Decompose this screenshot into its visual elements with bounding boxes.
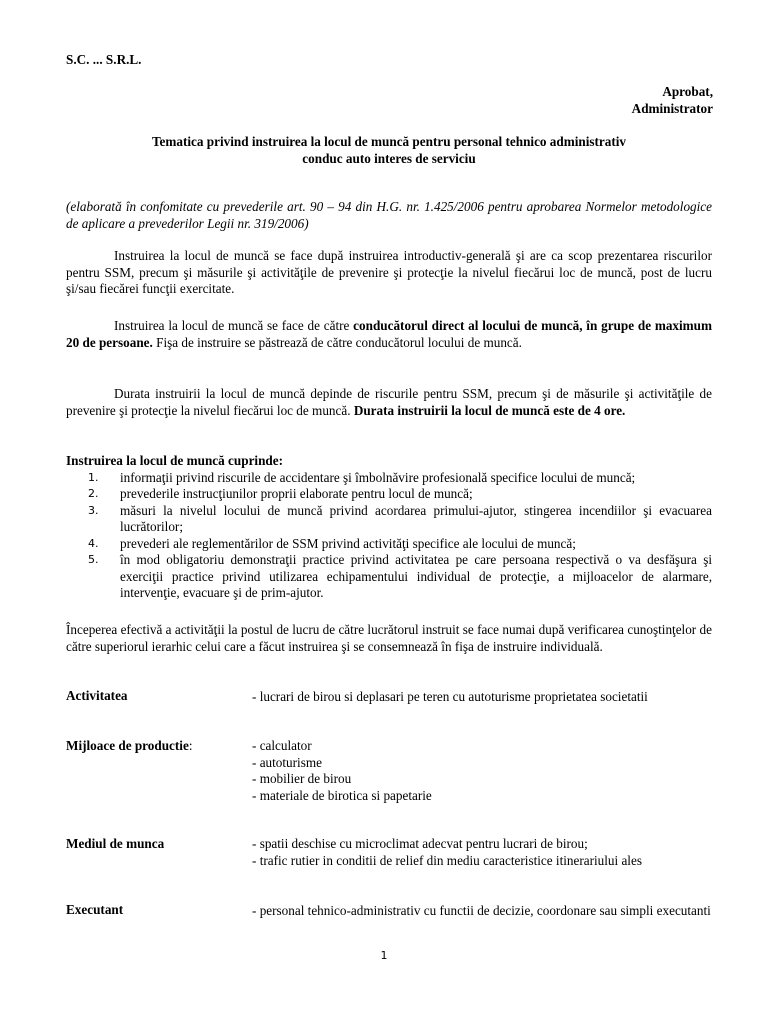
paragraph-who-trains-bold: conducătorul direct al locului de muncă, în grupe de maximum 20 de persoane. [66, 318, 712, 350]
list-item-number: 5. [88, 553, 99, 566]
list-item-number: 2. [88, 487, 99, 500]
list-item-number: 1. [88, 470, 99, 484]
section-executant [66, 902, 712, 920]
content-list [66, 470, 712, 602]
section-environment-line: - spatii deschise cu microclimat adecvat pentru lucrari de birou; [252, 836, 588, 851]
list-item [66, 470, 712, 487]
paragraph-purpose [66, 248, 712, 298]
paragraph-who-trains [66, 318, 712, 351]
list-item [66, 552, 712, 602]
paragraph-duration [66, 386, 712, 419]
legal-reference [66, 199, 712, 232]
content-list-section [66, 453, 712, 602]
list-heading: Instruirea la locul de muncă cuprinde: [66, 453, 283, 468]
paragraph-verification-text: Începerea efectivă a activităţii la postul de lucru de către lucrătorul instruit se face numai după verificarea cunoştinţelor de către superiorul ierarhic celui care a făcut instruirea şi se consemnează în fişa de instruire individuală. [66, 622, 712, 654]
paragraph-verification [66, 622, 712, 655]
legal-reference-text: (elaborată în confomitate cu prevederile art. 90 – 94 din H.G. nr. 1.425/2006 pentru aprobarea Normelor metodologice de aplicare a prevederilor Legii nr. 319/2006) [66, 199, 712, 231]
list-item-text: prevederi ale reglementărilor de SSM privind activităţi specifice ale locului de muncă; [120, 535, 576, 551]
approval-block [632, 84, 713, 117]
paragraph-duration-bold: Durata instruirii la locul de muncă este de 4 ore. [353, 402, 626, 418]
section-executant-value [252, 902, 712, 920]
page-number: 1 [380, 949, 388, 962]
approval-label: Aprobat, [662, 84, 713, 99]
section-executant-label: Executant [66, 902, 124, 917]
list-item-number: 3. [88, 503, 99, 517]
section-activity-line: - lucrari de birou si deplasari pe teren cu autoturisme proprietatea societatii [252, 689, 648, 704]
section-means-line: - calculator [252, 738, 312, 753]
section-means-line: - materiale de birotica si papetarie [252, 787, 432, 803]
paragraph-purpose-text: Instruirea la locul de muncă se face după instruirea introductiv-generală şi are ca scop prezentarea riscurilor pentru SSM, precum şi măsurile şi activităţile de prevenire şi protecţie la nivelul fiecărui loc de muncă, post de lucru şi/sau fiecărei funcţii exercitate. [66, 248, 712, 296]
section-activity-label: Activitatea [66, 688, 128, 703]
document-title [66, 134, 712, 167]
company-name: S.C. ... S.R.L. [66, 52, 142, 67]
paragraph-who-trains-post: Fişa de instruire se păstrează de către conducătorul locului de muncă. [152, 334, 522, 350]
section-environment [66, 836, 712, 869]
list-item-text: prevederile instrucţiunilor proprii elaborate pentru locul de muncă; [120, 486, 473, 501]
section-means-line: - autoturisme [252, 754, 322, 770]
section-environment-label: Mediul de munca [66, 836, 165, 851]
section-means [66, 738, 712, 804]
section-means-label: Mijloace de productie: [66, 738, 193, 753]
list-item-text: măsuri la nivelul locului de muncă privind acordarea primului-ajutor, stingerea incendiilor şi evacuarea lucrătorilor; [120, 502, 712, 534]
section-executant-line: - personal tehnico-administrativ cu functii de decizie, coordonare sau simpli executanti [252, 903, 711, 918]
paragraph-duration-pre: Durata instruirii la locul de muncă depinde de riscurile pentru SSM, precum şi de măsurile şi activităţile de prevenire şi protecţie la nivelul fiecărui loc de muncă. [66, 386, 712, 418]
title-line-1: Tematica privind instruirea la locul de muncă pentru personal tehnico administrativ [151, 134, 627, 149]
approver-title: Administrator [631, 100, 713, 116]
section-activity-value [252, 688, 712, 706]
section-environment-line: - trafic rutier in conditii de relief din mediu caracteristice itinerariului ales [252, 852, 642, 868]
paragraph-who-trains-pre: Instruirea la locul de muncă se face de către [114, 318, 354, 333]
section-environment-value [252, 836, 712, 869]
list-item-text: în mod obligatoriu demonstraţii practice privind activitatea pe care persoana respectivă o va desfăşura şi exerciţii practice privind utilizarea echipamentului individual de protecţie, a mijloacelor de alarmare, intervenţie, evacuare şi de prim-ajutor. [120, 552, 712, 600]
list-item-text: informaţii privind riscurile de accidentare şi îmbolnăvire profesională specifice locului de muncă; [120, 469, 636, 485]
title-line-2: conduc auto interes de serviciu [302, 150, 476, 166]
section-means-line: - mobilier de birou [252, 771, 352, 786]
section-activity [66, 688, 712, 706]
list-item [66, 536, 712, 553]
section-means-value [252, 738, 712, 804]
list-item-number: 4. [88, 536, 99, 550]
list-item [66, 503, 712, 536]
list-item [66, 486, 712, 503]
